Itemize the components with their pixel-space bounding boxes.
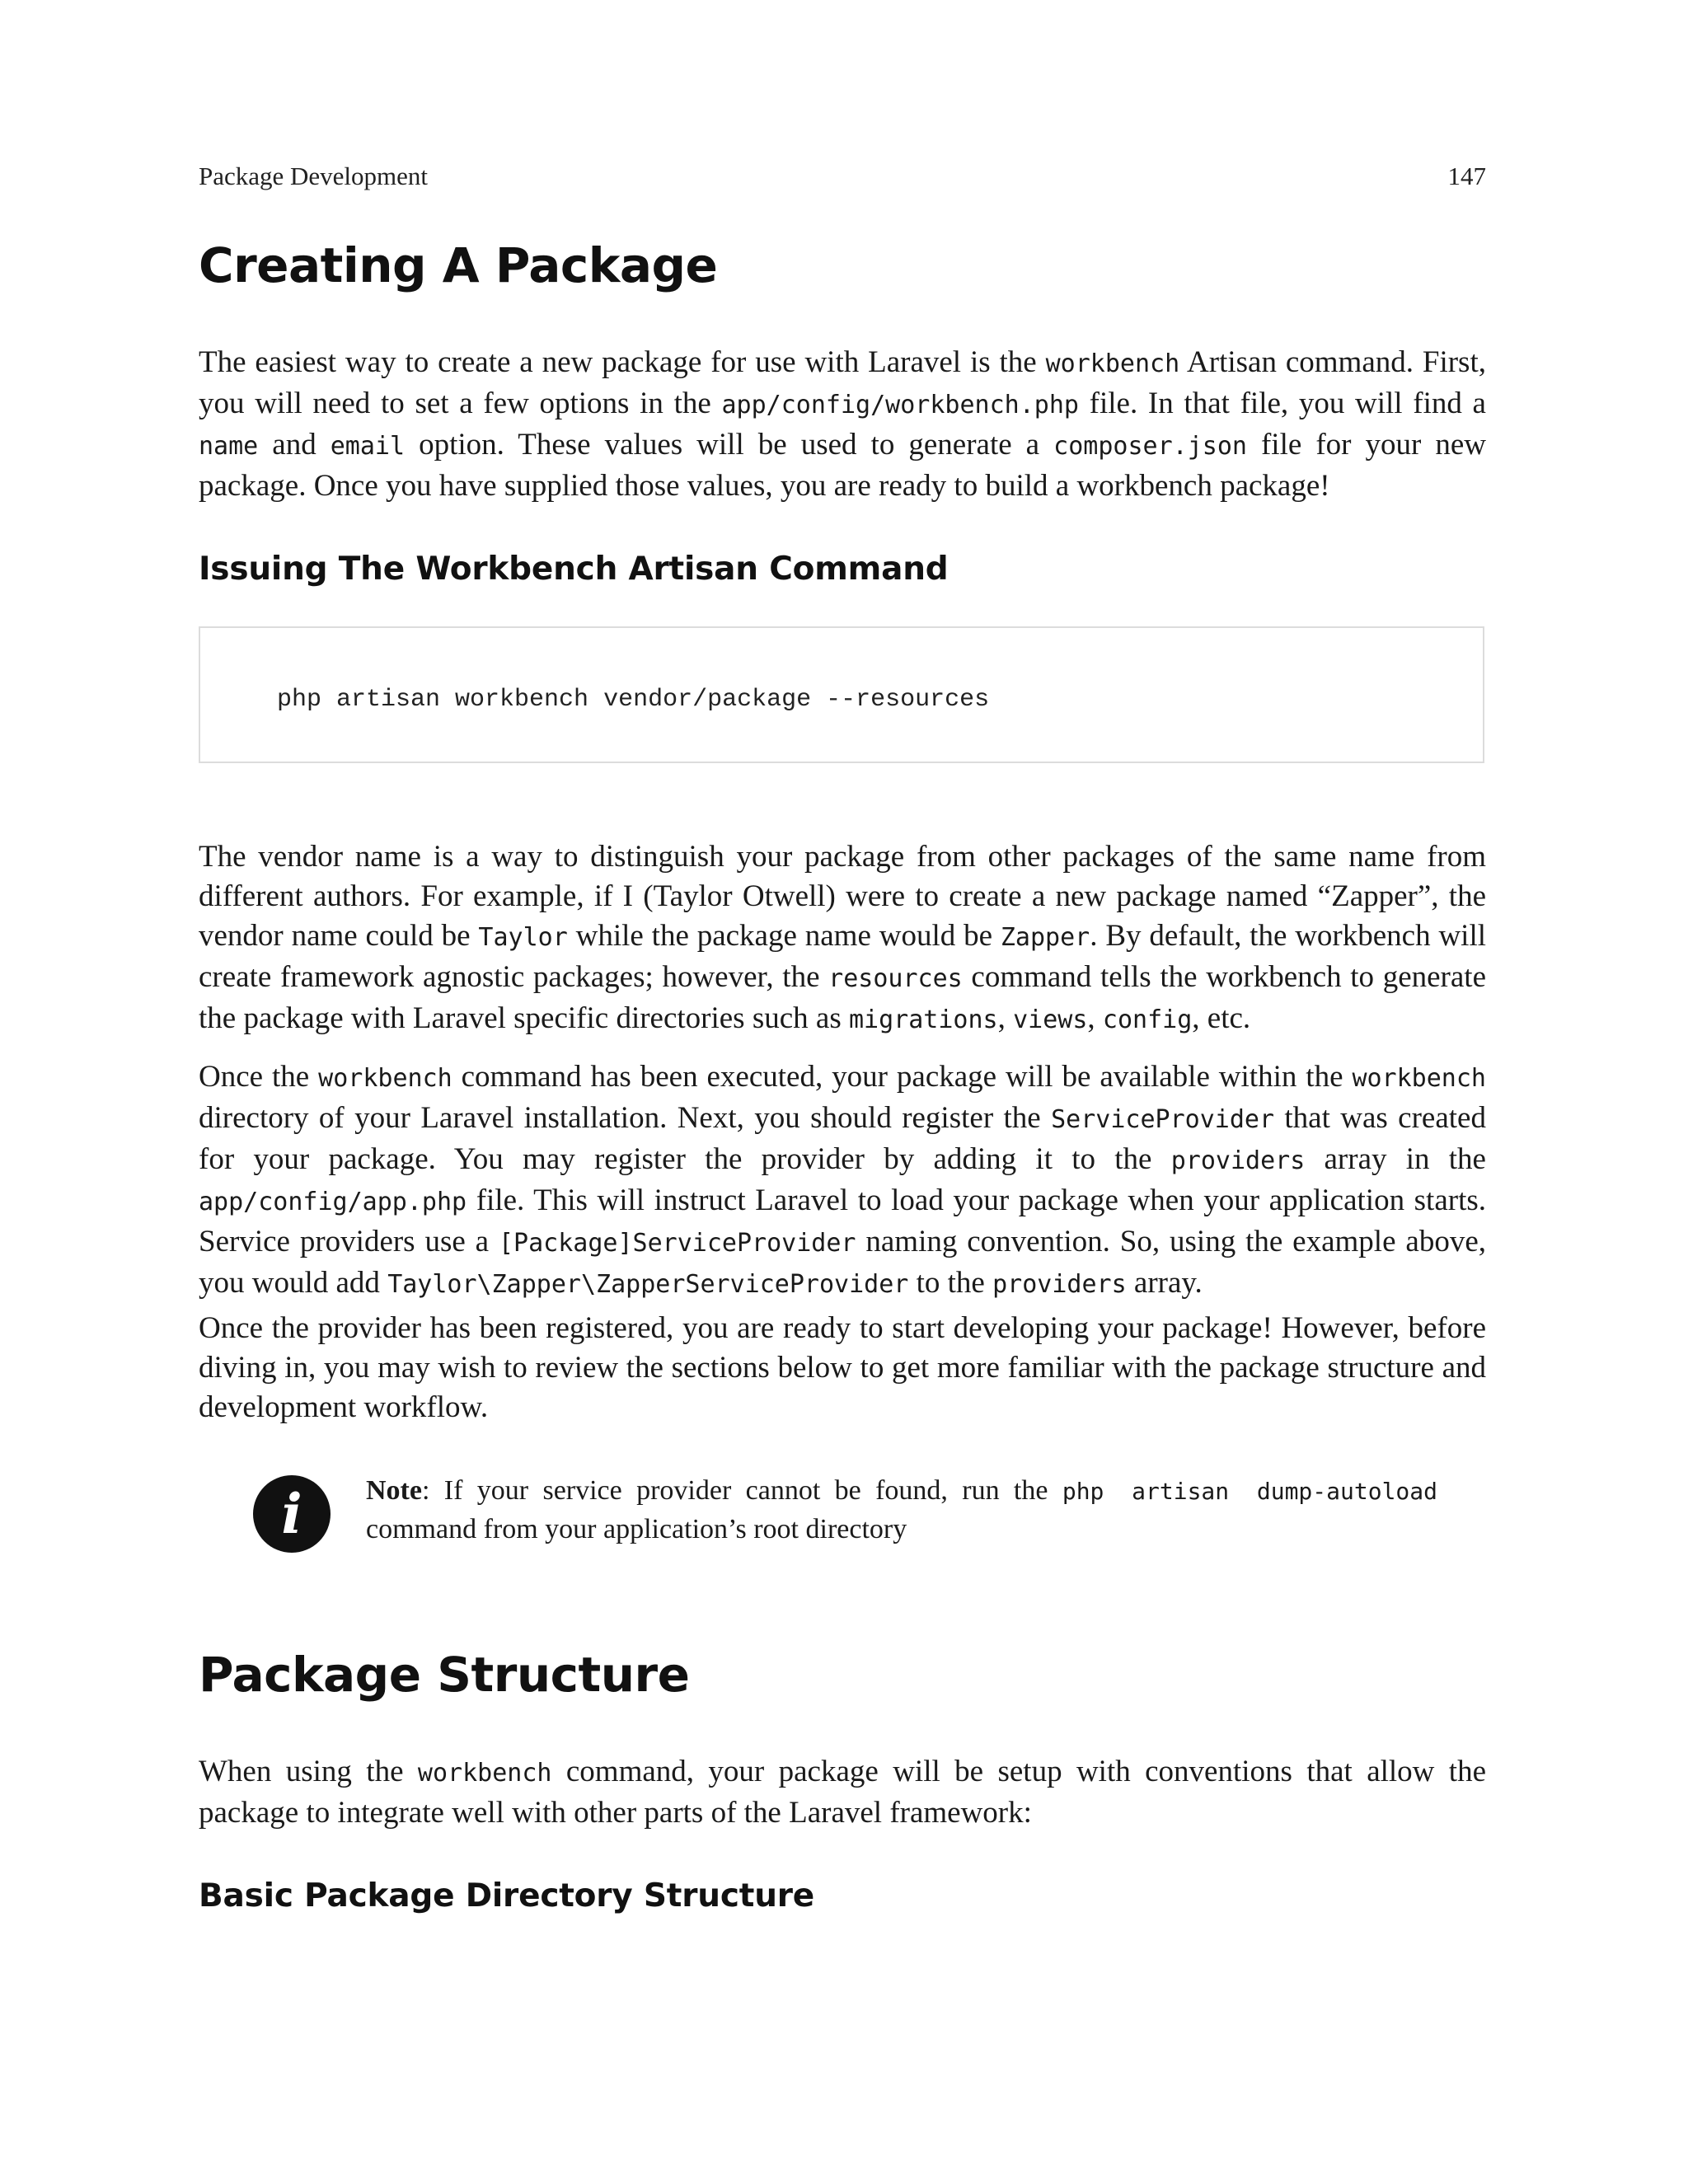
register-provider-paragraph: Once the workbench command has been executed, your package will be available within the workbench directory of your Laravel installation. Next, you should register the ServiceProvider that was created for your package. You may register the provider by adding it to the providers array in the app/config/app.php file. This will instruct Laravel to load your package when your application starts. Service providers use a [Package]ServiceProvider naming convention. So, using the example above, you would add Taylor\Zapper\ZapperServiceProvider to the providers array. xyxy=(199,1060,1486,1300)
start-developing-paragraph: Once the provider has been registered, you are ready to start developing your package! However, before diving in, you may wish to review the sections below to get more familiar with the package structure and development workflow. xyxy=(199,1311,1486,1424)
subheading-issuing-command: Issuing The Workbench Artisan Command xyxy=(199,551,949,588)
section-heading-package-structure: Package Structure xyxy=(199,1647,690,1703)
document-page xyxy=(199,0,1486,2184)
page-number: 147 xyxy=(1447,162,1486,190)
note-label: Note xyxy=(366,1475,422,1506)
note-code: php artisan dump-autoload xyxy=(1062,1478,1437,1505)
info-icon: i xyxy=(253,1475,331,1553)
note-callout xyxy=(253,1475,1486,1558)
note-text: Note: If your service provider cannot be found, run the php artisan dump-autoload command from your application’s root directory xyxy=(366,1475,1437,1544)
section-heading-creating-a-package: Creating A Package xyxy=(199,237,718,293)
running-header xyxy=(199,162,1486,191)
intro-paragraph: The easiest way to create a new package for use with Laravel is the workbench Artisan command. First, you will need to set a few options in the app/config/workbench.php file. In that file, you will find a name and email option. These values will be used to generate a composer.json file for your new package. Once you have supplied those values, you are ready to build a workbench package! xyxy=(199,345,1486,503)
vendor-name-paragraph: The vendor name is a way to distinguish your package from other packages of the same name from different authors. For example, if I (Taylor Otwell) were to create a new package named “Zapper”, the vendor name could be Taylor while the package name would be Zapper. By default, the workbench will create framework agnostic packages; however, the resources command tells the workbench to generate the package with Laravel specific directories such as migrations, views, config, etc. xyxy=(199,840,1487,1035)
subheading-directory-structure: Basic Package Directory Structure xyxy=(199,1877,815,1915)
code-block xyxy=(199,626,1484,763)
package-structure-paragraph: When using the workbench command, your package will be setup with conventions that allow the package to integrate well with other parts of the Laravel framework: xyxy=(199,1755,1486,1830)
chapter-title: Package Development xyxy=(199,162,429,190)
code-line: php artisan workbench vendor/package --resources xyxy=(277,686,990,714)
